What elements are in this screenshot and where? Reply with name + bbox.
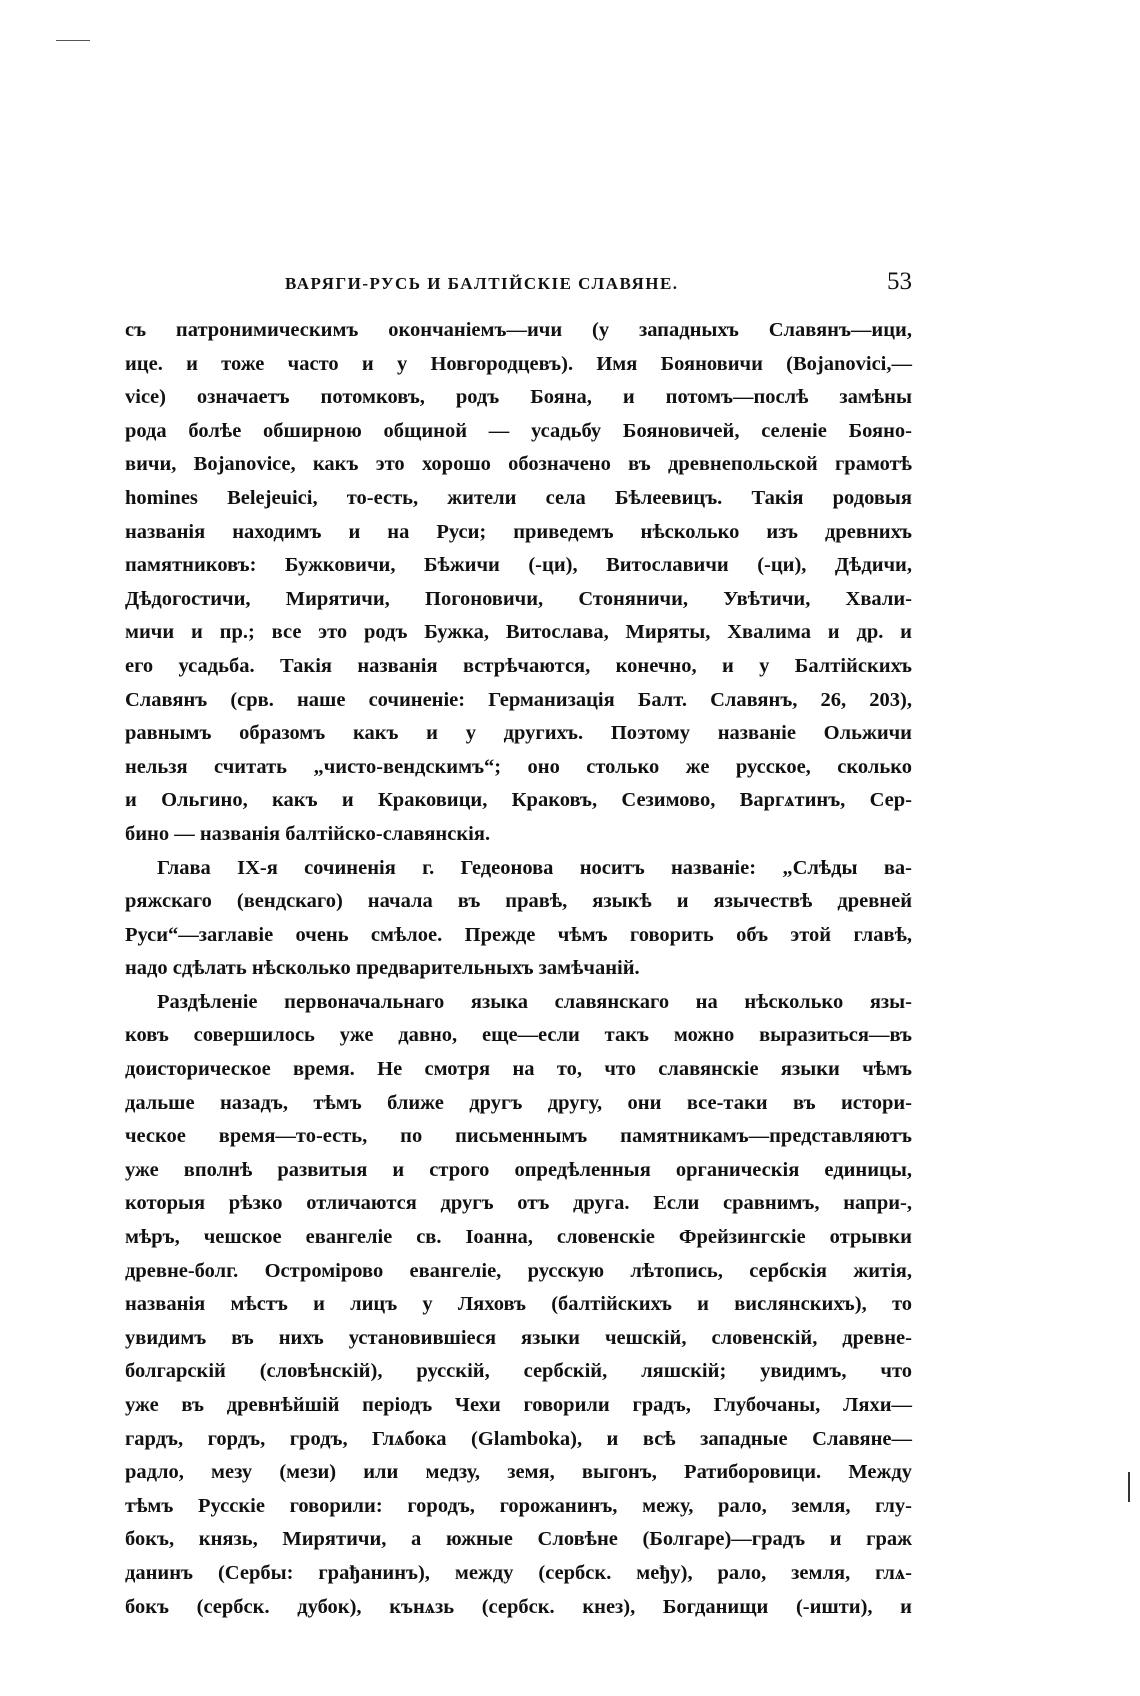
running-header — [125, 264, 912, 298]
text-line: гардъ, гордъ, гродъ, Глѧбока (Glambokа), и всѣ западные Славяне— — [125, 1427, 912, 1450]
text-line: которыя рѣзко отличаются другъ отъ друга. Если сравнимъ, напри-, — [125, 1192, 912, 1215]
text-line: Глава IX-я сочиненія г. Гедеонова носитъ названіе: „Слѣды ва- — [157, 856, 912, 879]
margin-mark — [1128, 1472, 1130, 1502]
text-line: мѣръ, чешское евангеліе св. Іоанна, словенскіе Фрейзингскіе отрывки — [125, 1226, 912, 1249]
page — [125, 264, 912, 1624]
text-line: вичи, Bojanovice, какъ это хорошо обозначено въ древнепольской грамотѣ — [125, 453, 912, 476]
text-line: надо сдѣлать нѣсколько предварительныхъ замѣчаній. — [125, 957, 640, 980]
text-line: ковъ совершилось уже давно, еще—если такъ можно выразиться—въ — [125, 1024, 912, 1047]
text-line: Славянъ (срв. наше сочиненіе: Германизація Балт. Славянъ, 26, 203), — [125, 688, 912, 711]
text-line: памятниковъ: Бужковичи, Бѣжичи (-ци), Витославичи (-ци), Дѣдичи, — [125, 554, 912, 577]
text-line: и Ольгино, какъ и Краковици, Краковъ, Сезимово, Варгѧтинъ, Сер- — [125, 789, 912, 812]
text-line: бокъ, князь, Мирятичи, а южные Словѣне (Болгаре)—градъ и граж — [125, 1528, 912, 1551]
text-line: Раздѣленіе первоначальнаго языка славянскаго на нѣсколько язы- — [157, 990, 912, 1013]
text-line: съ патронимическимъ окончаніемъ—ичи (у западныхъ Славянъ—ици, — [125, 319, 912, 341]
text-line: болгарскій (словѣнскій), русскій, сербскій, ляшскій; увидимъ, что — [125, 1360, 912, 1383]
top-rule — [56, 40, 90, 41]
text-line: его усадьба. Такія названія встрѣчаются, конечно, и у Балтійскихъ — [125, 654, 912, 677]
text-line: Руси“—заглавіе очень смѣлое. Прежде чѣмъ говорить объ этой главѣ, — [125, 923, 912, 946]
text-line: Дѣдогостичи, Мирятичи, Погоновичи, Стоняничи, Увѣтичи, Хвали- — [125, 587, 912, 610]
text-line: дальше назадъ, тѣмъ ближе другъ другу, они все-таки въ истори- — [125, 1091, 912, 1114]
text-line: бокъ (сербск. дубок), кънѧзь (сербск. кнез), Богданищи (-ишти), и — [125, 1595, 912, 1618]
text-line: тѣмъ Русскіе говорили: городъ, горожанинъ, межу, рало, земля, глу- — [125, 1494, 912, 1517]
text-line: рода болѣе обширною общиной — усадьбу Бояновичей, селеніе Бояно- — [125, 419, 912, 442]
text-line: бино — названія балтійско-славянскія. — [125, 822, 491, 845]
text-line: homines Belejeuici, то-есть, жители села Бѣлеевицъ. Такія родовыя — [125, 486, 912, 509]
text-line: названія мѣстъ и лицъ у Ляховъ (балтійскихъ и вислянскихъ), то — [125, 1293, 912, 1316]
page-number: 53 — [887, 268, 912, 295]
text-line: радло, мезу (мези) или медзу, земя, выгонъ, Ратиборовици. Между — [125, 1461, 912, 1484]
text-line: vice) означаетъ потомковъ, родъ Бояна, и потомъ—послѣ замѣны — [125, 386, 912, 409]
text-line: древне-болг. Остромірово евангеліе, русскую лѣтопись, сербскія житія, — [125, 1259, 912, 1282]
text-line: мичи и пр.; все это родъ Бужка, Витослава, Миряты, Хвалима и др. и — [125, 621, 912, 644]
text-line: доисторическое время. Не смотря на то, что славянскіе языки чѣмъ — [125, 1058, 912, 1081]
running-title: ВАРЯГИ-РУСЬ И БАЛТІЙСКІЕ СЛАВЯНЕ. — [285, 274, 679, 293]
text-line: ческое время—то-есть, по письменнымъ памятникамъ—представляютъ — [125, 1125, 912, 1148]
text-line: равнымъ образомъ какъ и у другихъ. Поэтому названіе Ольжичи — [125, 722, 912, 745]
text-line: ряжскаго (вендскаго) начала въ правѣ, языкѣ и язычествѣ древней — [125, 890, 912, 913]
body-text — [125, 314, 912, 1624]
text-line: нельзя считать „чисто-вендскимъ“; оно столько же русское, сколько — [125, 755, 912, 778]
text-line: уже вполнѣ развитыя и строго опредѣленныя органическія единицы, — [125, 1158, 912, 1181]
text-line: данинъ (Сербы: грађанинъ), между (сербск. међу), рало, земля, глѧ- — [125, 1561, 912, 1584]
text-line: ице. и тоже часто и у Новгородцевъ). Имя Бояновичи (Bojanovici,— — [125, 352, 912, 375]
text-line: увидимъ въ нихъ установившіеся языки чешскій, словенскій, древне- — [125, 1326, 912, 1349]
text-line: названія находимъ и на Руси; приведемъ нѣсколько изъ древнихъ — [125, 520, 912, 543]
text-line: уже въ древнѣйшій періодъ Чехи говорили градъ, Глубочаны, Ляхи— — [125, 1394, 912, 1416]
